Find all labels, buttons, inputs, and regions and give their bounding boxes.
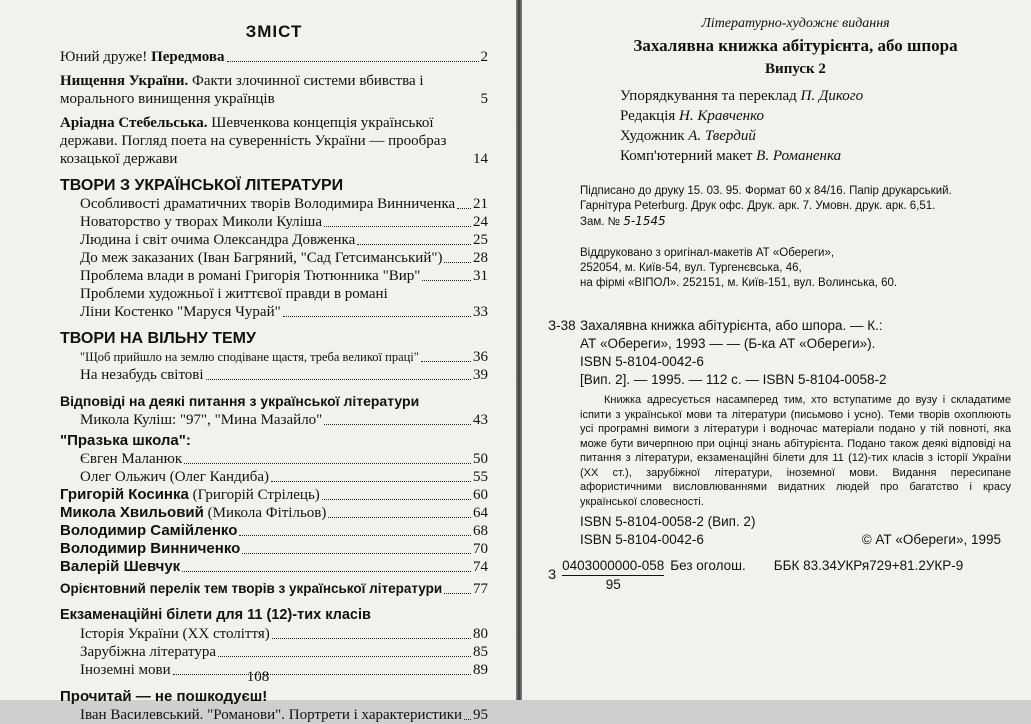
toc-author: Володимир Самійленко 68 (60, 522, 488, 539)
entry-author: Нищення України. (60, 73, 189, 89)
credit-line: Упорядкування та переклад П. Дикого (620, 88, 864, 104)
entry-author: Аріадна Стебельська. (60, 115, 208, 131)
credit-line: Художник А. Твердий (620, 128, 756, 144)
page-number: 5 (480, 91, 488, 107)
toc-entry-preface (60, 48, 488, 66)
toc-item: Новаторство у творах Миколи Куліша 24 (80, 214, 488, 230)
catalog-code: З-38 (548, 318, 576, 333)
index-fraction: 0403000000-058 95 (562, 558, 665, 592)
printer-info: Віддруковано з оригінал-макетів АТ «Обереги», 252054, м. Київ-54, вул. Тургенєвська, 46, на фірмі «ВІПОЛ». 252151, м. Київ-151, вул. Волинська, 60. (580, 247, 898, 289)
toc-author: Григорій Косинка (Григорій Стрілець) 60 (60, 486, 488, 503)
genre-label: Літературно-художнє видання (701, 16, 890, 31)
handwritten-order-number: 5-1545 (623, 214, 666, 228)
section-heading: Екзаменаційні білети для 11 (12)-тих класів (60, 607, 371, 623)
toc-item: Людина і світ очима Олександра Довженка 25 (80, 232, 488, 248)
credit-line: Комп'ютерний макет В. Романенка (620, 148, 842, 164)
isbn-issue: ISBN 5-8104-0058-2 (Вип. 2) (580, 514, 756, 529)
toc-item: Історія України (ХХ століття) 80 (80, 626, 488, 642)
toc-item: Проблеми художньої і життєвої правди в романі (80, 286, 388, 302)
book-title: Захалявна книжка абітурієнта, або шпора (633, 36, 958, 55)
toc-item: Особливості драматичних творів Володимира Винниченка 21 (80, 196, 488, 212)
entry-title: Шевченкова концепція української держави. Погляд поета на суверенність України — прообраз козацької держави (60, 115, 447, 167)
left-page (0, 0, 516, 723)
section-heading: "Празька школа": (60, 432, 191, 449)
toc-item: Іноземні мови 89 (80, 662, 488, 678)
toc-item: "Щоб прийшло на землю сподіване щастя, треба великої праці" 36 (80, 349, 488, 365)
issue-label: Випуск 2 (765, 61, 826, 77)
toc-item: Євген Маланюк 50 (80, 451, 488, 467)
section-heading: ТВОРИ З УКРАЇНСЬКОЇ ЛІТЕРАТУРИ (60, 177, 344, 194)
page-number: 14 (473, 151, 488, 167)
entry-lead: Юний друже! (60, 49, 148, 65)
toc-item: Микола Куліш: "97", "Мина Мазайло" 43 (80, 412, 488, 428)
toc-title: ЗМІСТ (245, 22, 303, 41)
copyright: © АТ «Обереги», 1995 (861, 532, 1001, 547)
catalog-index: З 0403000000-058 95 Без оголош. ББК 83.34УКРя729+81.2УКР-9 (548, 558, 964, 592)
section-heading: Відповіді на деякі питання з української літератури (60, 393, 420, 409)
toc-orient: Орієнтовний перелік тем творів з української літератури 77 (60, 581, 488, 597)
toc-author: Володимир Винниченко 70 (60, 540, 488, 557)
toc-item: Зарубіжна література 85 (80, 644, 488, 660)
toc-item: Ліни Костенко "Маруся Чурай" 33 (80, 304, 488, 320)
toc-author: Валерій Шевчук 74 (60, 558, 488, 575)
entry-title: Факти злочинної системи вбивства і морального винищення українців (60, 73, 424, 107)
section-heading: Прочитай — не пошкодуєш! (60, 688, 268, 705)
page-number: 2 (480, 49, 488, 65)
toc-author: Микола Хвильовий (Микола Фітільов) 64 (60, 504, 488, 521)
toc-entry-destruction (60, 72, 488, 108)
entry-title: Передмова (151, 49, 225, 65)
page-number-footer: 108 (246, 669, 270, 685)
print-info: Підписано до друку 15. 03. 95. Формат 60 х 84/16. Папір друкарський. Гарнітура Peterburg. Друк офс. Друк. арк. 7. Умовн. друк. арк. 6,51. Зам. № 5-1545 (580, 185, 952, 228)
credit-line: Редакція Н. Кравченко (620, 108, 765, 124)
isbn-series: ISBN 5-8104-0042-6 (580, 532, 704, 547)
credits (580, 86, 1011, 166)
section-heading: ТВОРИ НА ВІЛЬНУ ТЕМУ (60, 330, 256, 347)
right-page (522, 0, 1031, 700)
catalog-card: З-38 Захалявна книжка абітурієнта, або шпора. — К.: АТ «Обереги», 1993 — — (Б-ка АТ «Обереги»). ISBN 5-8104-0042-6 [Вип. 2]. — 1995. — 112 с. — ISBN 5-8104-0058-2 Книжка адресується насамперед тим, хто вступатиме до вузу і складатиме іспити з української мови та літератури (письмово і усно). Теми творів охоплюють усі програмні вимоги з літератури і водночас матеріали подано у тій повноті, яка може бути вичерпною при оцінці знань абітурієнта. Подано також деякі відповіді на питання з літератури, екзаменаційні білети для 11 (12)-тих класів з історії України (ХХ ст.), зарубіжної літератури, іноземної мови. Видання пересипане афористичними висловлюваннями видатних людей про багатство і красу української словесності. ISBN 5-8104-0058-2 (Вип. 2) ISBN 5-8104-0042-6 © АТ «Обереги», 1995 З 0403000000-058 95 Без оголош. ББК 83.34УКРя729+81.2УКР-9 (548, 318, 1011, 592)
toc-item: Проблема влади в романі Григорія Тютюнника "Вир" 31 (80, 268, 488, 284)
toc-item: До меж заказаних (Іван Багряний, "Сад Гетсиманський") 28 (80, 250, 488, 266)
book-abstract: Книжка адресується насамперед тим, хто вступатиме до вузу і складатиме іспити з української мови та літератури (письмово і усно). Теми творів охоплюють усі програмні вимоги з літератури і водночас матеріали подано у тій повноті, яка може бути вичерпною при оцінці знань абітурієнта. Подано також деякі відповіді на питання з літератури, екзаменаційні білети для 11 (12)-тих класів з історії України (ХХ ст.), зарубіжної літератури, іноземної мови. Видання пересипане афористичними висловлюваннями видатних людей про багатство і красу української словесності. (580, 394, 1011, 508)
toc-item: На незабудь світові 39 (80, 367, 488, 383)
toc-item: Іван Василевський. "Романови". Портрети і характеристики 95 (80, 707, 488, 723)
toc-entry-stebelska (60, 114, 488, 168)
toc-item: Олег Ольжич (Олег Кандиба) 55 (80, 469, 488, 485)
